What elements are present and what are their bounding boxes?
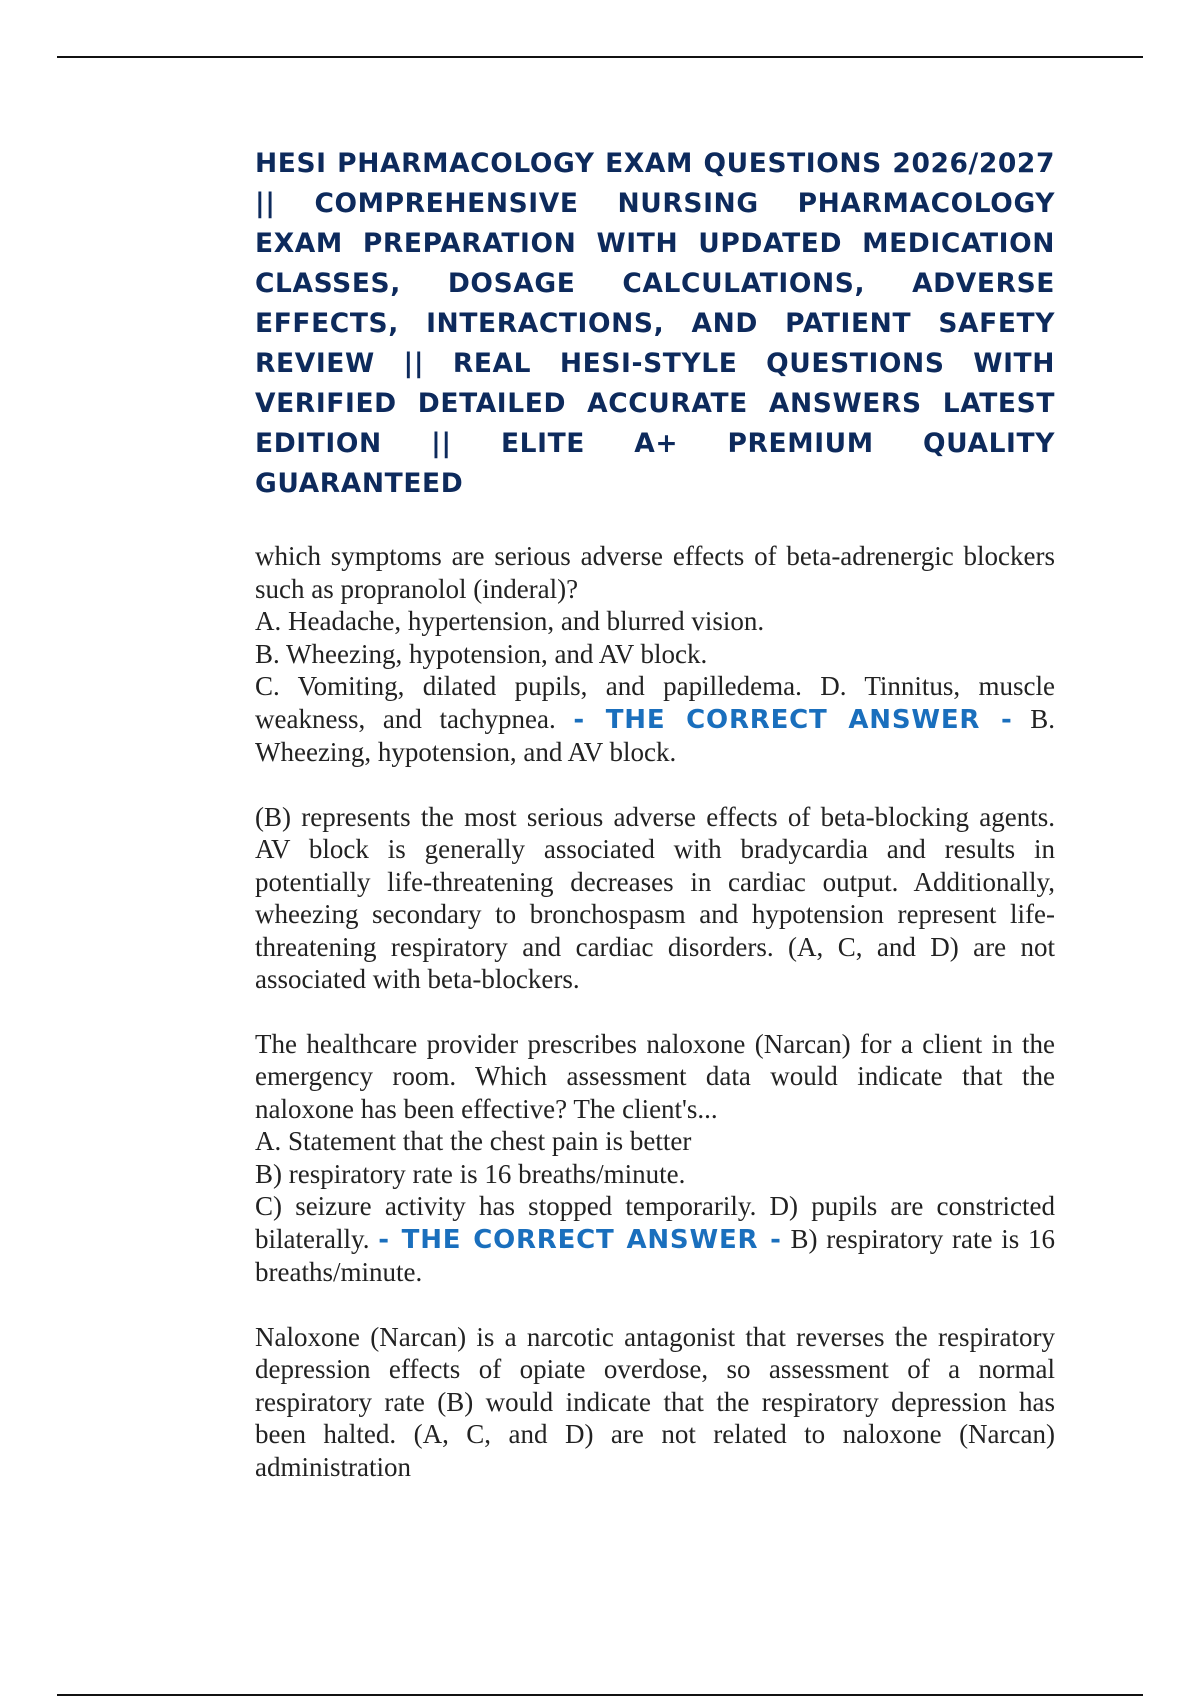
question-stem: which symptoms are serious adverse effects of beta-adrenergic blockers such as propranolol (inderal)?: [255, 541, 1055, 604]
options-c-d-with-answer: [255, 1190, 1055, 1289]
question-stem: The healthcare provider prescribes naloxone (Narcan) for a client in the emergency room. Which assessment data would indicate that the naloxone has been effective? The client's...: [255, 1028, 1055, 1124]
document-title: HESI PHARMACOLOGY EXAM QUESTIONS 2026/2027 || COMPREHENSIVE NURSING PHARMACOLOGY EXAM PREPARATION WITH UPDATED MEDICATION CLASSES, DOSAGE CALCULATIONS, ADVERSE EFFECTS, INTERACTIONS, AND PATIENT SAFETY REVIEW || REAL HESI-STYLE QUESTIONS WITH VERIFIED DETAILED ACCURATE ANSWERS LATEST EDITION || ELITE A+ PREMIUM QUALITY GUARANTEED: [255, 148, 1055, 499]
option-a: A. Headache, hypertension, and blurred vision.: [255, 606, 765, 636]
bottom-rule: [57, 1694, 1143, 1696]
correct-answer-label: - THE CORRECT ANSWER -: [378, 1224, 782, 1255]
correct-answer-label: - THE CORRECT ANSWER -: [573, 704, 1013, 735]
correct-answer-text: B) respiratory rate is 16 breaths/minute.: [255, 1223, 1056, 1287]
options-c-d-with-answer: [255, 670, 1055, 769]
options-c-d: C. Vomiting, dilated pupils, and papilledema. D. Tinnitus, muscle weakness, and tachypnea.: [255, 671, 1055, 734]
top-rule: [57, 56, 1143, 58]
question-block-2: [255, 1028, 1055, 1484]
answer-explanation: (B) represents the most serious adverse effects of beta-blocking agents. AV block is generally associated with bradycardia and results in potentially life-threatening decreases in cardiac output. Additionally, wheezing secondary to bronchospasm and hypotension represent life-threatening respiratory and cardiac disorders. (A, C, and D) are not associated with beta-blockers.: [255, 801, 1055, 994]
answer-explanation: Naloxone (Narcan) is a narcotic antagonist that reverses the respiratory depression effects of opiate overdose, so assessment of a normal respiratory rate (B) would indicate that the respiratory depression has been halted. (A, C, and D) are not related to naloxone (Narcan) administration: [255, 1321, 1055, 1482]
options-c-d: C) seizure activity has stopped temporarily. D) pupils are constricted bilaterally.: [255, 1191, 1055, 1254]
correct-answer-text: B. Wheezing, hypotension, and AV block.: [255, 703, 1056, 767]
page-content: [255, 144, 1055, 1483]
question-block-1: [255, 540, 1055, 996]
option-a: A. Statement that the chest pain is better: [255, 1126, 692, 1156]
option-b: B. Wheezing, hypotension, and AV block.: [255, 638, 708, 669]
option-b: B) respiratory rate is 16 breaths/minute.: [255, 1158, 686, 1189]
